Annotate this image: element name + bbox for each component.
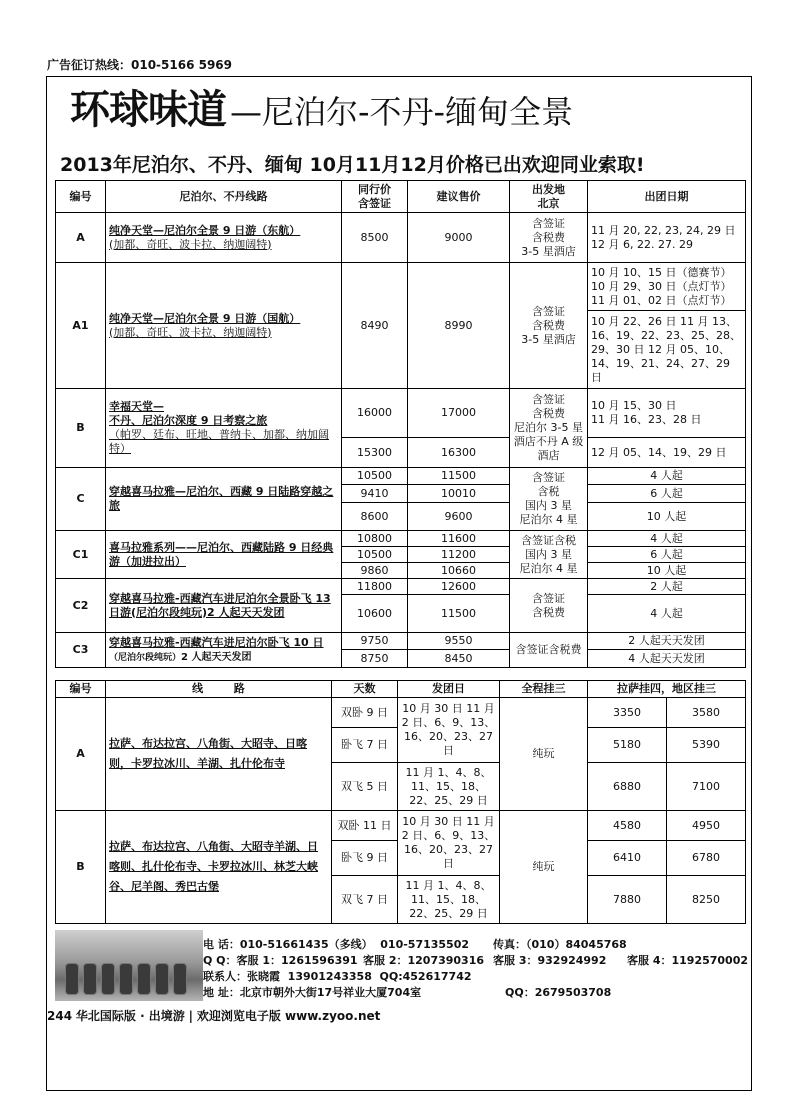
row-code: C2 (56, 579, 106, 633)
table-row (56, 579, 746, 595)
nepal-bhutan-table (55, 180, 746, 668)
route-note: (加都、奇旺、波卡拉、纳迦阔特) (109, 325, 272, 339)
footer-separator: | (188, 1009, 194, 1023)
row-code: C (56, 468, 106, 531)
retail-price: 12600 (408, 579, 510, 595)
plan-type: 纯玩 (500, 811, 588, 924)
group-size: 2 人起 (588, 579, 746, 595)
price-cell: 6880 (588, 763, 667, 811)
footer (47, 1007, 380, 1024)
row-code: B (56, 389, 106, 468)
peer-price: 8750 (342, 650, 408, 668)
group-size: 6 人起 (588, 547, 746, 563)
col-header-dates: 发团日 (398, 681, 500, 698)
qq-label: Q Q： (203, 954, 237, 967)
qq-service-4: 客服 4：1192570002 (627, 954, 749, 967)
depart-info: 含签证含税费 (510, 633, 588, 668)
tibet-table (55, 680, 746, 924)
peer-price: 9750 (342, 633, 408, 650)
qq-service-3: 客服 3：932924992 (493, 954, 607, 967)
magazine-name: 华北国际版 · 出境游 (75, 1009, 185, 1023)
retail-price: 9600 (408, 503, 510, 531)
price-cell: 3350 (588, 698, 667, 728)
route-cell (106, 213, 342, 263)
group-size: 4 人起 (588, 468, 746, 485)
peer-price: 9860 (342, 563, 408, 579)
row-code: C1 (56, 531, 106, 579)
route-cell (106, 389, 342, 468)
route-name: 纯净天堂—尼泊尔全景 9 日游（国航） (109, 311, 301, 325)
depart-dates: 10 月 22、26 日 11 月 13、16、19、22、23、25、28、29、30 日 12 月 05、10、14、19、21、24、27、29 日 (588, 311, 746, 389)
depart-dates: 10 月 10、15 日（德赛节） 10 月 29、30 日（点灯节） 11 月 01、02 日（点灯节） (588, 263, 746, 311)
prayer-wheel-icon (173, 963, 187, 995)
trip-days: 双飞 7 日 (332, 876, 398, 924)
retail-price: 11500 (408, 468, 510, 485)
retail-price: 11500 (408, 595, 510, 633)
trip-days: 双卧 11 日 (332, 811, 398, 841)
peer-price: 10600 (342, 595, 408, 633)
peer-price: 8490 (342, 263, 408, 389)
col-header-peer: 同行价 含签证 (342, 181, 408, 213)
route-cell (106, 263, 342, 389)
fax-number: （010）84045768 (526, 938, 627, 951)
route-cell (106, 633, 342, 668)
plan-type: 纯玩 (500, 698, 588, 811)
table-row (56, 263, 746, 311)
trip-days: 卧飞 7 日 (332, 728, 398, 763)
row-code: C3 (56, 633, 106, 668)
route-name: 纯净天堂—尼泊尔全景 9 日游（东航） (109, 223, 301, 237)
depart-dates: 11 月 1、4、8、11、15、18、22、25、29 日 (398, 763, 500, 811)
prayer-wheel-icon (101, 963, 115, 995)
fax-line (493, 936, 627, 952)
depart-info: 含签证含税 国内 3 星 尼泊尔 4 星 (510, 531, 588, 579)
route-name: 拉萨、布达拉宫、八角街、大昭寺、日喀则，卡罗拉冰川、羊湖、扎什伦布寺 (106, 698, 332, 811)
address-text: 北京市朝外大街17号祥业大厦704室 (239, 986, 422, 999)
price-cell: 7100 (667, 763, 746, 811)
col-header-days: 天数 (332, 681, 398, 698)
trip-days: 卧飞 9 日 (332, 841, 398, 876)
price-cell: 5390 (667, 728, 746, 763)
table-row (56, 213, 746, 263)
col-header-no: 编号 (56, 681, 106, 698)
peer-price: 11800 (342, 579, 408, 595)
route-note: (加都、奇旺、波卡拉、纳迦阔特) (109, 237, 272, 251)
route-name: 穿越喜马拉雅-西藏汽车进尼泊尔全景卧飞 13 日游(尼泊尔段纯玩)2 人起天天发团 (106, 579, 342, 633)
address-line (203, 984, 421, 1000)
qq-service-1: 客服 1：1261596391 (236, 954, 358, 967)
route-tail: 2 人起天天发团 (181, 651, 252, 663)
prayer-wheel-icon (83, 963, 97, 995)
route-name: 拉萨、布达拉宫、八角街、大昭寺羊湖、日喀则、扎什伦布寺、卡罗拉冰川、林芝大峡谷、尼羊阁、秀巴古堡 (106, 811, 332, 924)
peer-price: 15300 (342, 438, 408, 468)
ad-hotline: 广告征订热线：010-5166 5969 (47, 58, 233, 72)
page-number: 244 (47, 1009, 73, 1023)
peer-price: 16000 (342, 389, 408, 438)
route-name: 喜马拉雅系列——尼泊尔、西藏陆路 9 日经典游（加进拉出） (106, 531, 342, 579)
prayer-wheel-icon (65, 963, 79, 995)
address-label: 地 址： (203, 986, 240, 999)
group-size: 10 人起 (588, 503, 746, 531)
depart-dates: 12 月 05、14、19、29 日 (588, 438, 746, 468)
group-size: 4 人起天天发团 (588, 650, 746, 668)
retail-price: 9000 (408, 213, 510, 263)
retail-price: 10660 (408, 563, 510, 579)
retail-price: 11200 (408, 547, 510, 563)
retail-price: 9550 (408, 633, 510, 650)
peer-price: 10500 (342, 547, 408, 563)
col-header-route: 线 路 (106, 681, 332, 698)
depart-dates: 11 月 1、4、8、11、15、18、22、25、29 日 (398, 876, 500, 924)
col-header-dates: 出团日期 (588, 181, 746, 213)
prayer-wheel-icon (119, 963, 133, 995)
depart-dates: 10 月 30 日 11 月 2 日、6、9、13、16、20、23、27 日 (398, 698, 500, 763)
peer-price: 8600 (342, 503, 408, 531)
person-info: 张晓霞 13901243358 QQ:452617742 (247, 970, 472, 983)
depart-dates: 10 月 15、30 日 11 月 16、23、28 日 (588, 389, 746, 438)
row-code: A (56, 213, 106, 263)
table-row (56, 633, 746, 650)
depart-dates: 10 月 30 日 11 月 2 日、6、9、13、16、20、23、27 日 (398, 811, 500, 876)
table-row (56, 468, 746, 485)
group-size: 6 人起 (588, 485, 746, 503)
depart-dates: 11 月 20, 22, 23, 24, 29 日 12 月 6, 22. 27. 29 (588, 213, 746, 263)
col-header-no: 编号 (56, 181, 106, 213)
peer-price: 10800 (342, 531, 408, 547)
price-cell: 5180 (588, 728, 667, 763)
row-code: A1 (56, 263, 106, 389)
peer-price: 10500 (342, 468, 408, 485)
depart-info: 含签证 含税费 3-5 星酒店 (510, 263, 588, 389)
row-code: B (56, 811, 106, 924)
page-title (70, 86, 573, 134)
col-header-depart: 出发地 北京 (510, 181, 588, 213)
retail-price: 8450 (408, 650, 510, 668)
peer-price: 8500 (342, 213, 408, 263)
peer-price: 9410 (342, 485, 408, 503)
depart-info: 含签证 含税费 尼泊尔 3-5 星酒店不丹 A 级酒店 (510, 389, 588, 468)
title-sub: —尼泊尔-不丹-缅甸全景 (230, 93, 574, 131)
retail-price: 8990 (408, 263, 510, 389)
prayer-wheel-icon (137, 963, 151, 995)
retail-price: 16300 (408, 438, 510, 468)
contact-section (55, 930, 749, 1001)
table-header-row (56, 681, 746, 698)
route-name: 穿越喜马拉雅-西藏汽车进尼泊尔卧飞 10 日 (109, 635, 324, 649)
retail-price: 11600 (408, 531, 510, 547)
table-row (56, 531, 746, 547)
retail-price: 17000 (408, 389, 510, 438)
phone-label: 电 话： (203, 938, 240, 951)
trip-days: 双卧 9 日 (332, 698, 398, 728)
price-cell: 3580 (667, 698, 746, 728)
phone-line (203, 936, 469, 952)
website: 欢迎浏览电子版 www.zyoo.net (196, 1009, 381, 1023)
prayer-wheel-icon (155, 963, 169, 995)
depart-info: 含签证 含税费 3-5 星酒店 (510, 213, 588, 263)
route-note: （帕罗、廷布、旺地、普纳卡、加都、纳加阔特） (109, 428, 329, 455)
depart-info: 含签证 含税费 (510, 579, 588, 633)
price-cell: 4950 (667, 811, 746, 841)
headline: 2013年尼泊尔、不丹、缅甸 10月11月12月价格已出欢迎同业索取! (60, 154, 645, 176)
table-row (56, 698, 746, 728)
retail-price: 10010 (408, 485, 510, 503)
col-header-price1: 全程挂三 (500, 681, 588, 698)
trip-days: 双飞 5 日 (332, 763, 398, 811)
price-cell: 6410 (588, 841, 667, 876)
table-header-row (56, 181, 746, 213)
group-size: 10 人起 (588, 563, 746, 579)
person-label: 联系人： (203, 970, 247, 983)
prayer-wheels-photo (55, 930, 203, 1001)
qq-service-2: 客服 2：1207390316 (363, 954, 485, 967)
group-size: 4 人起 (588, 531, 746, 547)
fax-label: 传真： (493, 938, 526, 951)
qq-line (203, 952, 358, 968)
col-header-price2: 拉萨挂四，地区挂三 (588, 681, 746, 698)
price-cell: 6780 (667, 841, 746, 876)
depart-info: 含签证 含税 国内 3 星 尼泊尔 4 星 (510, 468, 588, 531)
table-row (56, 389, 746, 438)
price-cell: 8250 (667, 876, 746, 924)
table-row (56, 811, 746, 841)
title-main: 环球味道 (70, 87, 226, 133)
col-header-retail: 建议售价 (408, 181, 510, 213)
group-size: 4 人起 (588, 595, 746, 633)
phone-numbers: 010-51661435（多线） 010-57135502 (239, 938, 470, 951)
price-cell: 4580 (588, 811, 667, 841)
route-name: 穿越喜马拉雅—尼泊尔、西藏 9 日陆路穿越之旅 (106, 468, 342, 531)
col-header-route: 尼泊尔、不丹线路 (106, 181, 342, 213)
group-size: 2 人起天天发团 (588, 633, 746, 650)
route-name: 幸福天堂— 不丹、尼泊尔深度 9 日考察之旅 (109, 400, 268, 427)
contact-person-line (203, 968, 472, 984)
price-cell: 7880 (588, 876, 667, 924)
row-code: A (56, 698, 106, 811)
qq-extra: QQ：2679503708 (505, 986, 612, 999)
route-small: （尼泊尔段纯玩） (109, 652, 182, 663)
